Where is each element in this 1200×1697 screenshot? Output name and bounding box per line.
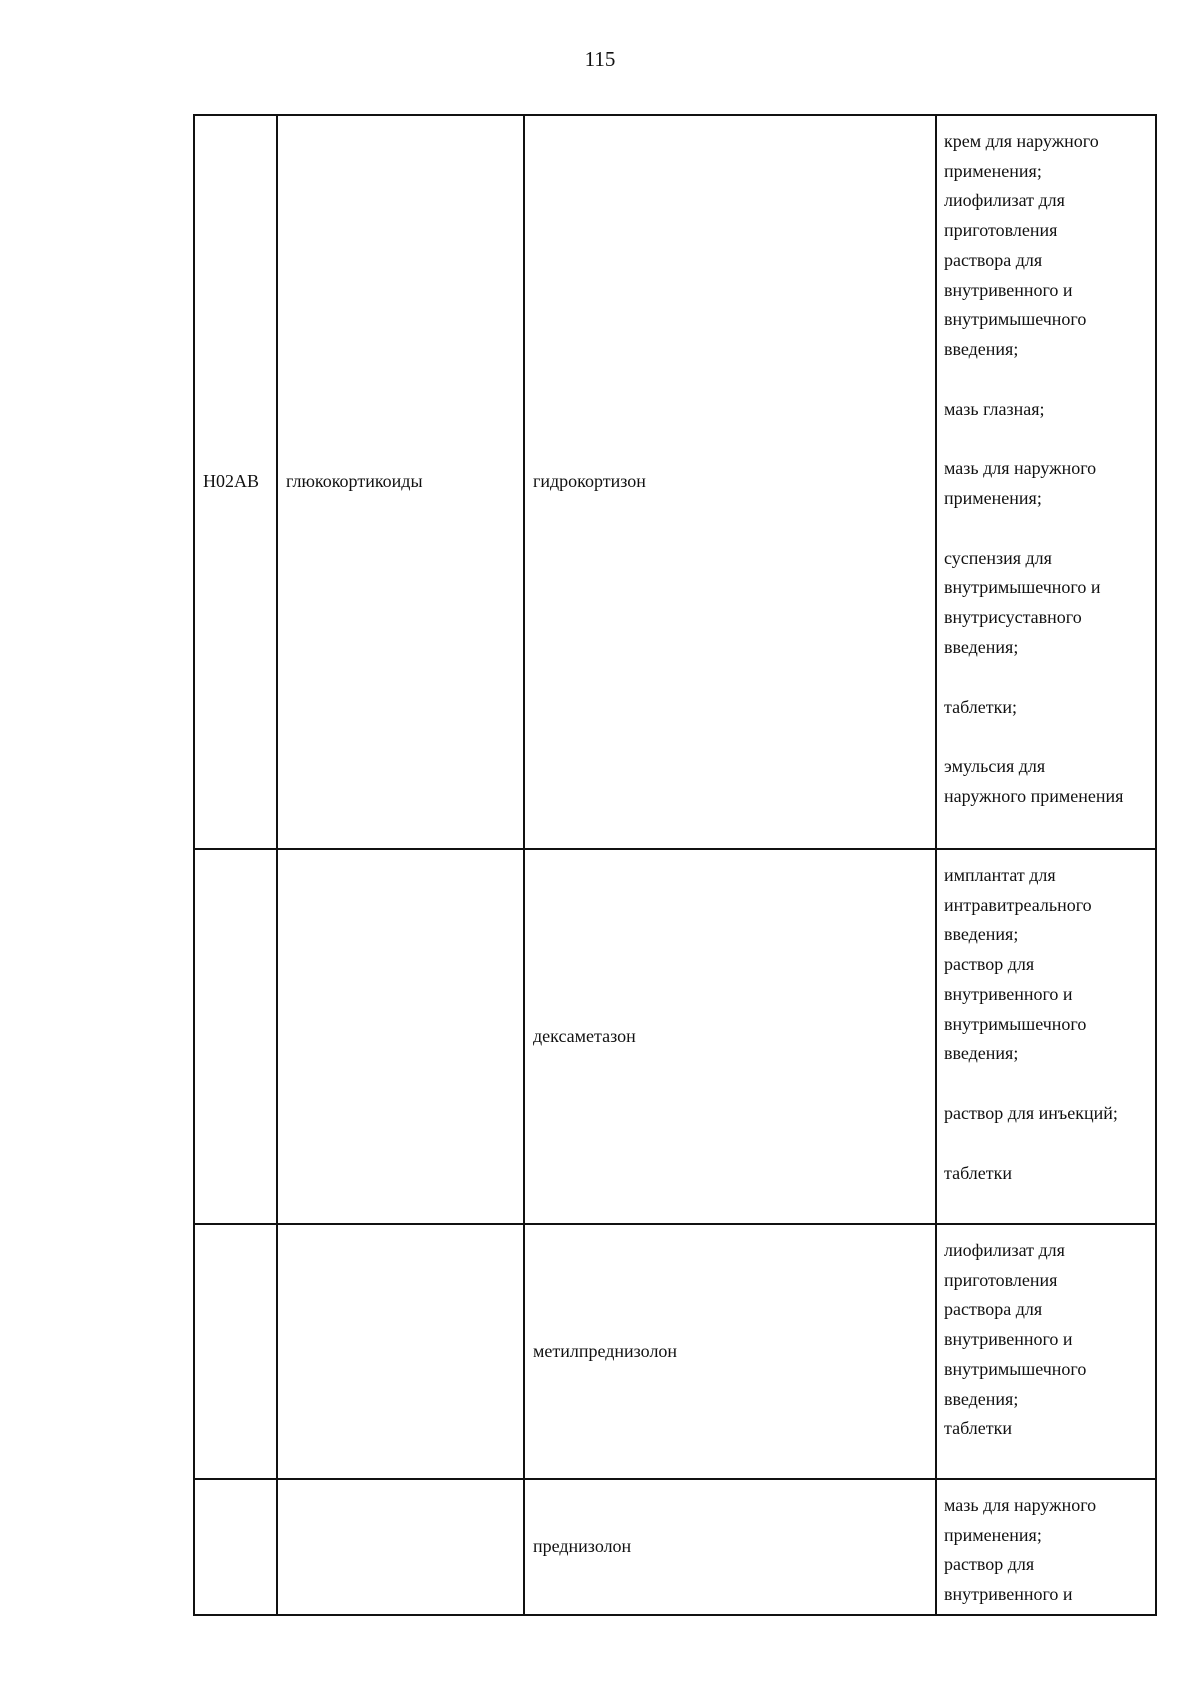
drug-name-cell	[525, 116, 937, 848]
dosage-form-line: применения;	[944, 488, 1042, 509]
dosage-form-group	[944, 544, 1149, 663]
group-cell	[278, 850, 525, 1223]
dosage-form-group	[944, 752, 1149, 811]
table-row	[195, 116, 1155, 848]
dosage-form-line: таблетки;	[944, 696, 1018, 717]
dosage-form-line: приготовления	[944, 220, 1058, 241]
dosage-form-line: имплантат для	[944, 865, 1056, 885]
drug-name: дексаметазон	[533, 1025, 636, 1046]
drug-name-cell	[525, 1480, 937, 1614]
dosage-forms-cell	[937, 850, 1155, 1223]
dosage-form-group	[944, 861, 1149, 1069]
dosage-form-line: приготовления	[944, 1269, 1058, 1290]
dosage-form-line: наружного применения	[944, 785, 1124, 806]
pharmacological-group: глюкокортикоиды	[286, 471, 423, 492]
dosage-form-line: раствора для	[944, 1299, 1043, 1320]
dosage-form-line: мазь глазная;	[944, 398, 1045, 419]
atc-code-cell	[195, 850, 278, 1223]
dosage-form-line: лиофилизат для	[944, 190, 1065, 211]
dosage-form-line: раствор для инъекций;	[944, 1102, 1118, 1123]
dosage-form-line: внутримышечного и	[944, 577, 1101, 598]
dosage-form-line: введения;	[944, 1043, 1019, 1064]
dosage-form-line: внутримышечного	[944, 1358, 1087, 1379]
dosage-form-line: введения;	[944, 1388, 1019, 1409]
drug-name: гидрокортизон	[533, 471, 646, 492]
dosage-form-line: суспензия для	[944, 547, 1052, 568]
dosage-form-group	[944, 1491, 1149, 1610]
dosage-form-group	[944, 1159, 1149, 1189]
dosage-form-line: раствора для	[944, 249, 1043, 270]
dosage-form-line: введения;	[944, 636, 1019, 657]
dosage-form-line: внутримышечного	[944, 1013, 1087, 1034]
dosage-form-line: таблетки	[944, 1418, 1013, 1439]
page-number: 115	[584, 47, 616, 71]
dosage-forms-cell	[937, 1480, 1155, 1614]
dosage-forms-cell	[937, 116, 1155, 848]
dosage-form-line: внутривенного и	[944, 1584, 1073, 1605]
drug-name-cell	[525, 1225, 937, 1478]
drug-name-cell	[525, 850, 937, 1223]
dosage-form-group	[944, 693, 1149, 723]
drug-table	[193, 114, 1157, 1616]
dosage-form-line: таблетки	[944, 1162, 1013, 1183]
group-cell	[278, 1480, 525, 1614]
dosage-form-group	[944, 1236, 1149, 1444]
dosage-form-group	[944, 127, 1149, 365]
atc-code-cell	[195, 1480, 278, 1614]
dosage-form-line: мазь для наружного	[944, 1495, 1097, 1515]
dosage-form-line: внутривенного и	[944, 279, 1073, 300]
dosage-form-line: применения;	[944, 1524, 1042, 1545]
dosage-form-line: внутримышечного	[944, 309, 1087, 330]
dosage-form-line: внутривенного и	[944, 1329, 1073, 1350]
dosage-form-line: введения;	[944, 924, 1019, 945]
dosage-form-group	[944, 454, 1149, 513]
group-cell	[278, 116, 525, 848]
drug-name: преднизолон	[533, 1536, 632, 1557]
dosage-form-line: введения;	[944, 338, 1019, 359]
atc-code-cell	[195, 116, 278, 848]
atc-code-cell	[195, 1225, 278, 1478]
dosage-form-group	[944, 395, 1149, 425]
table-row	[195, 1223, 1155, 1478]
dosage-form-line: интравитреального	[944, 894, 1092, 915]
drug-name: метилпреднизолон	[533, 1340, 678, 1361]
dosage-form-line: внутрисуставного	[944, 607, 1082, 628]
dosage-form-line: крем для наружного	[944, 131, 1099, 151]
dosage-form-group	[944, 1099, 1149, 1129]
atc-code: H02AB	[203, 471, 260, 492]
dosage-form-line: раствор для	[944, 954, 1035, 975]
dosage-forms-cell	[937, 1225, 1155, 1478]
dosage-form-line: эмульсия для	[944, 756, 1046, 777]
dosage-form-line: мазь для наружного	[944, 458, 1097, 479]
dosage-form-line: применения;	[944, 160, 1042, 181]
dosage-form-line: лиофилизат для	[944, 1240, 1065, 1260]
dosage-form-line: раствор для	[944, 1554, 1035, 1575]
table-row	[195, 848, 1155, 1223]
dosage-form-line: внутривенного и	[944, 983, 1073, 1004]
group-cell	[278, 1225, 525, 1478]
table-row	[195, 1478, 1155, 1614]
